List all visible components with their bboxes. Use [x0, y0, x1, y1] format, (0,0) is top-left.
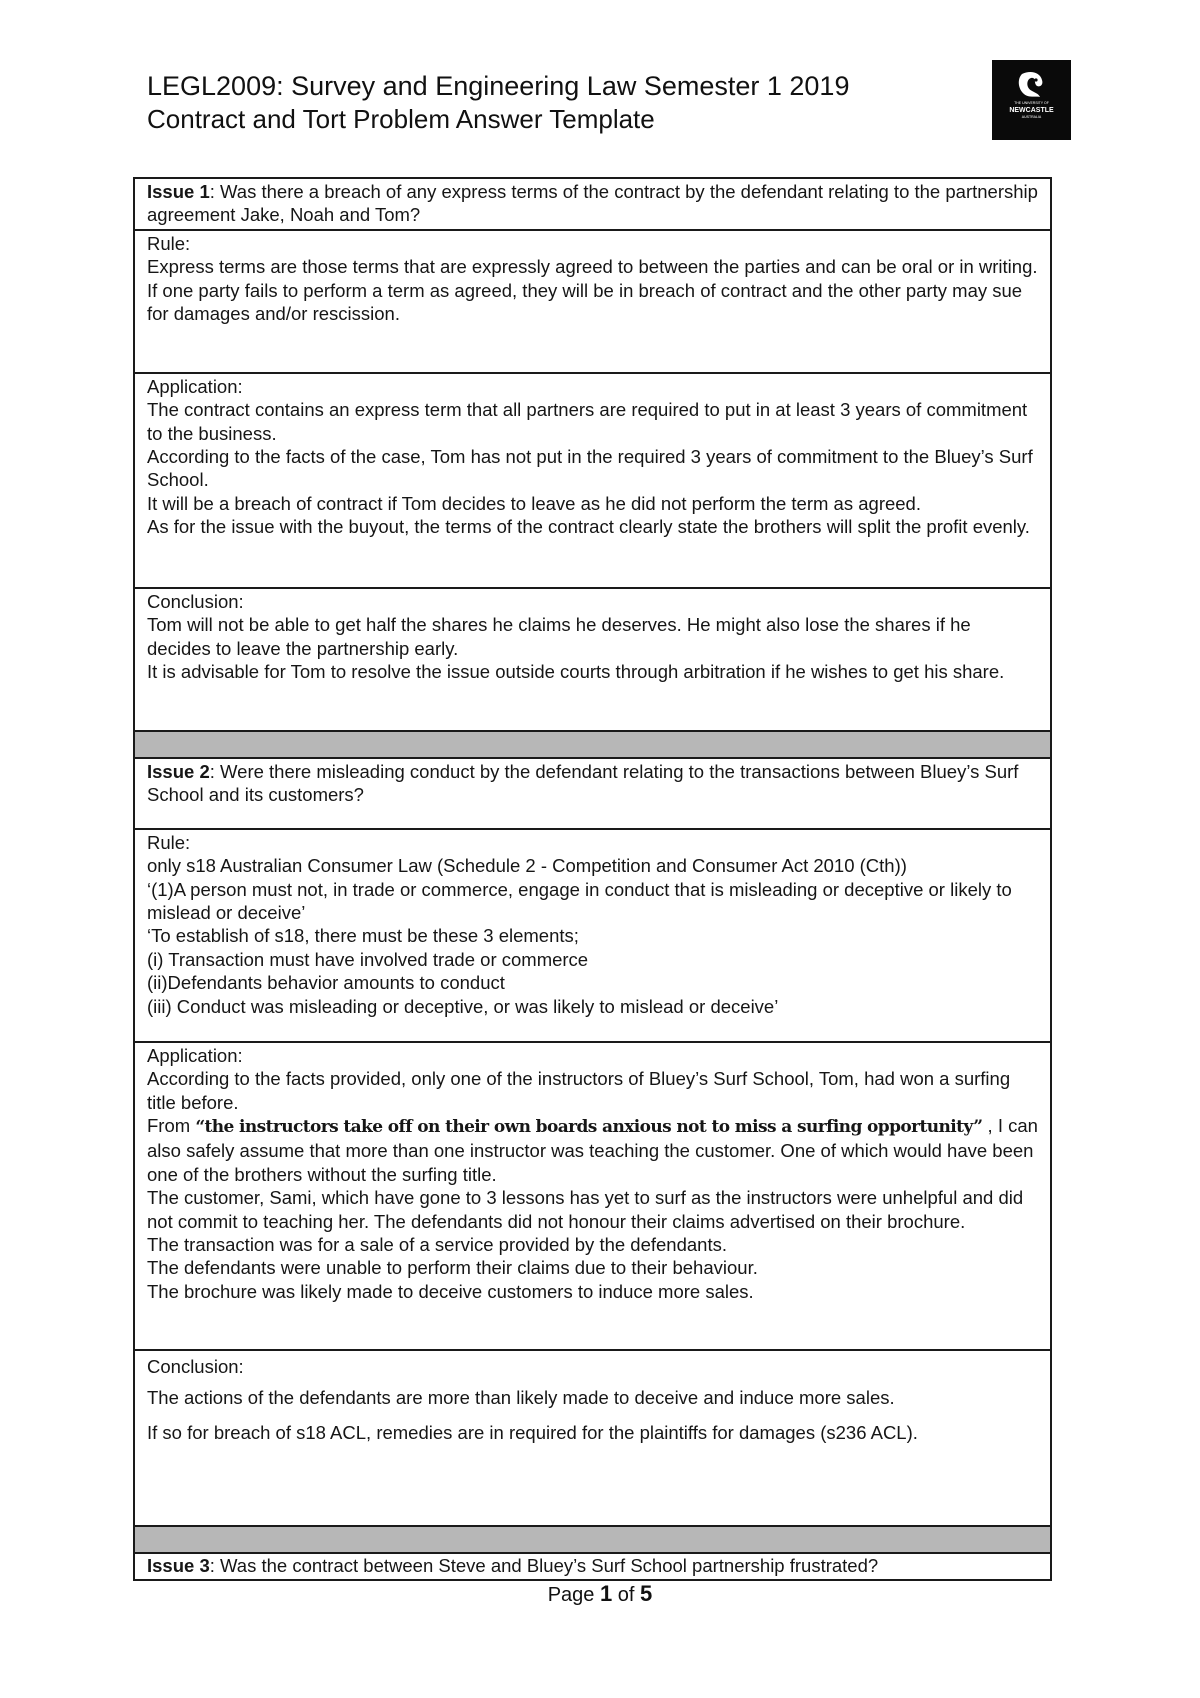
- university-logo-graphic: [992, 60, 1071, 140]
- document-title: LEGL2009: Survey and Engineering Law Semester 1 2019: [147, 71, 850, 101]
- svg-text:THE UNIVERSITY OF: THE UNIVERSITY OF: [1014, 101, 1049, 105]
- rule-text: If one party fails to perform a term as agreed, they will be in breach of contract and the other party may sue for damages and/or rescission.: [147, 279, 1023, 325]
- brochure-quote: “the instructors take off on their own boards anxious not to miss a surfing opportunity”: [195, 1117, 983, 1138]
- issue-3-row: [134, 1553, 1051, 1580]
- issue-2-label: Issue 2: [147, 760, 210, 782]
- issue-1-question: : Was there a breach of any express terms of the contract by the defendant relating to the partnership agreement Jake, Noah and Tom?: [147, 181, 1038, 226]
- issue-1-cell: [134, 178, 1051, 230]
- rule-heading: Rule:: [147, 232, 191, 254]
- rule-text: (ii)Defendants behavior amounts to conduct: [147, 972, 505, 994]
- document-header: [147, 70, 1027, 136]
- application-quote-paragraph: [147, 1114, 1038, 1186]
- separator-cell: [134, 731, 1051, 758]
- application-heading: Application:: [147, 375, 243, 397]
- issue-1-label: Issue 1: [147, 181, 210, 202]
- application-text: According to the facts provided, only one of the instructors of Bluey’s Surf School, Tom, had won a surfing title before.: [147, 1068, 1011, 1113]
- current-page-number: 1: [599, 1581, 613, 1606]
- issue-2-conclusion-row: [134, 1350, 1051, 1526]
- application-after-quote: , I can also safely assume that more than one instructor was teaching the customer. One of which would have been one of the brothers without the surfing title.: [147, 1115, 1038, 1185]
- issue-2-application-cell: [134, 1042, 1051, 1350]
- issue-2-cell: [134, 758, 1051, 829]
- of-word: of: [612, 1584, 641, 1606]
- conclusion-text: Tom will not be able to get half the shares he claims he deserves. He might also lose the shares if he decides to leave the partnership early.: [147, 614, 971, 659]
- rule-text: (i) Transaction must have involved trade or commerce: [147, 948, 589, 970]
- application-text: The contract contains an express term that all partners are required to put in at least 3 years of commitment to the business.: [147, 399, 1028, 444]
- issue-2-application-row: [134, 1042, 1051, 1350]
- issue-2-conclusion-cell: [134, 1350, 1051, 1526]
- rule-text: (iii) Conduct was misleading or deceptive, or was likely to mislead or deceive’: [147, 995, 779, 1017]
- application-text: The brochure was likely made to deceive customers to induce more sales.: [147, 1280, 754, 1302]
- issue-2-rule-row: [134, 829, 1051, 1042]
- issue-1-conclusion-cell: [134, 588, 1051, 731]
- issue-2-question: : Were there misleading conduct by the defendant relating to the transactions between Bluey’s Surf School and its customers?: [147, 760, 1019, 806]
- rule-text: Express terms are those terms that are expressly agreed to between the parties and can be oral or in writing.: [147, 256, 1038, 278]
- conclusion-heading: Conclusion:: [147, 1355, 244, 1377]
- application-text: It will be a breach of contract if Tom decides to leave as he did not perform the term as agreed.: [147, 492, 921, 514]
- total-pages-number: 5: [640, 1581, 653, 1606]
- rule-text: ‘To establish of s18, there must be these 3 elements;: [147, 925, 579, 947]
- conclusion-remedy-text: If so for breach of s18 ACL, remedies are in required for the plaintiffs for damages (s236 ACL).: [147, 1422, 918, 1444]
- issue-1-application-row: [134, 373, 1051, 588]
- rule-text: ‘(1)A person must not, in trade or commerce, engage in conduct that is misleading or deceptive or likely to mislead or deceive’: [147, 878, 1012, 924]
- issue-3-cell: [134, 1553, 1051, 1580]
- application-text: The customer, Sami, which have gone to 3 lessons has yet to surf as the instructors were unhelpful and did not commit to teaching her. The defendants did not honour their claims advertised on their brochure.: [147, 1187, 1024, 1232]
- document-subtitle: Contract and Tort Problem Answer Template: [147, 104, 655, 134]
- application-text: The defendants were unable to perform their claims due to their behaviour.: [147, 1257, 758, 1279]
- page-word: Page: [547, 1584, 600, 1606]
- issue-3-question: : Was the contract between Steve and Bluey’s Surf School partnership frustrated?: [209, 1554, 879, 1576]
- application-heading: Application:: [147, 1044, 243, 1066]
- application-text: As for the issue with the buyout, the terms of the contract clearly state the brothers will split the profit evenly.: [147, 516, 1030, 538]
- issue-3-label: Issue 3: [147, 1554, 210, 1576]
- issue-1-rule-row: [134, 230, 1051, 373]
- svg-text:NEWCASTLE: NEWCASTLE: [1009, 107, 1054, 114]
- issue-2-rule-cell: [134, 829, 1051, 1042]
- university-logo: [992, 60, 1071, 140]
- issue-1-rule-cell: [134, 230, 1051, 373]
- application-text: According to the facts of the case, Tom has not put in the required 3 years of commitment to the Bluey’s Surf School.: [147, 446, 1033, 491]
- conclusion-text: It is advisable for Tom to resolve the issue outside courts through arbitration if he wishes to get his share.: [147, 661, 1005, 683]
- answer-table: [133, 177, 1052, 1581]
- separator-row: [134, 1526, 1051, 1553]
- separator-row: [134, 731, 1051, 758]
- svg-text:AUSTRALIA: AUSTRALIA: [1021, 115, 1042, 119]
- separator-cell: [134, 1526, 1051, 1553]
- application-text: The transaction was for a sale of a service provided by the defendants.: [147, 1234, 727, 1256]
- rule-heading: Rule:: [147, 831, 191, 853]
- issue-1-application-cell: [134, 373, 1051, 588]
- issue-1-conclusion-row: [134, 588, 1051, 731]
- page-footer: [0, 1581, 1200, 1607]
- issue-2-row: [134, 758, 1051, 829]
- conclusion-text: The actions of the defendants are more than likely made to deceive and induce more sales.: [147, 1387, 895, 1409]
- issue-1-row: [134, 178, 1051, 230]
- rule-text: only s18 Australian Consumer Law (Schedule 2 - Competition and Consumer Act 2010 (Cth)): [147, 855, 907, 877]
- conclusion-heading: Conclusion:: [147, 590, 244, 612]
- application-from: From: [147, 1115, 196, 1137]
